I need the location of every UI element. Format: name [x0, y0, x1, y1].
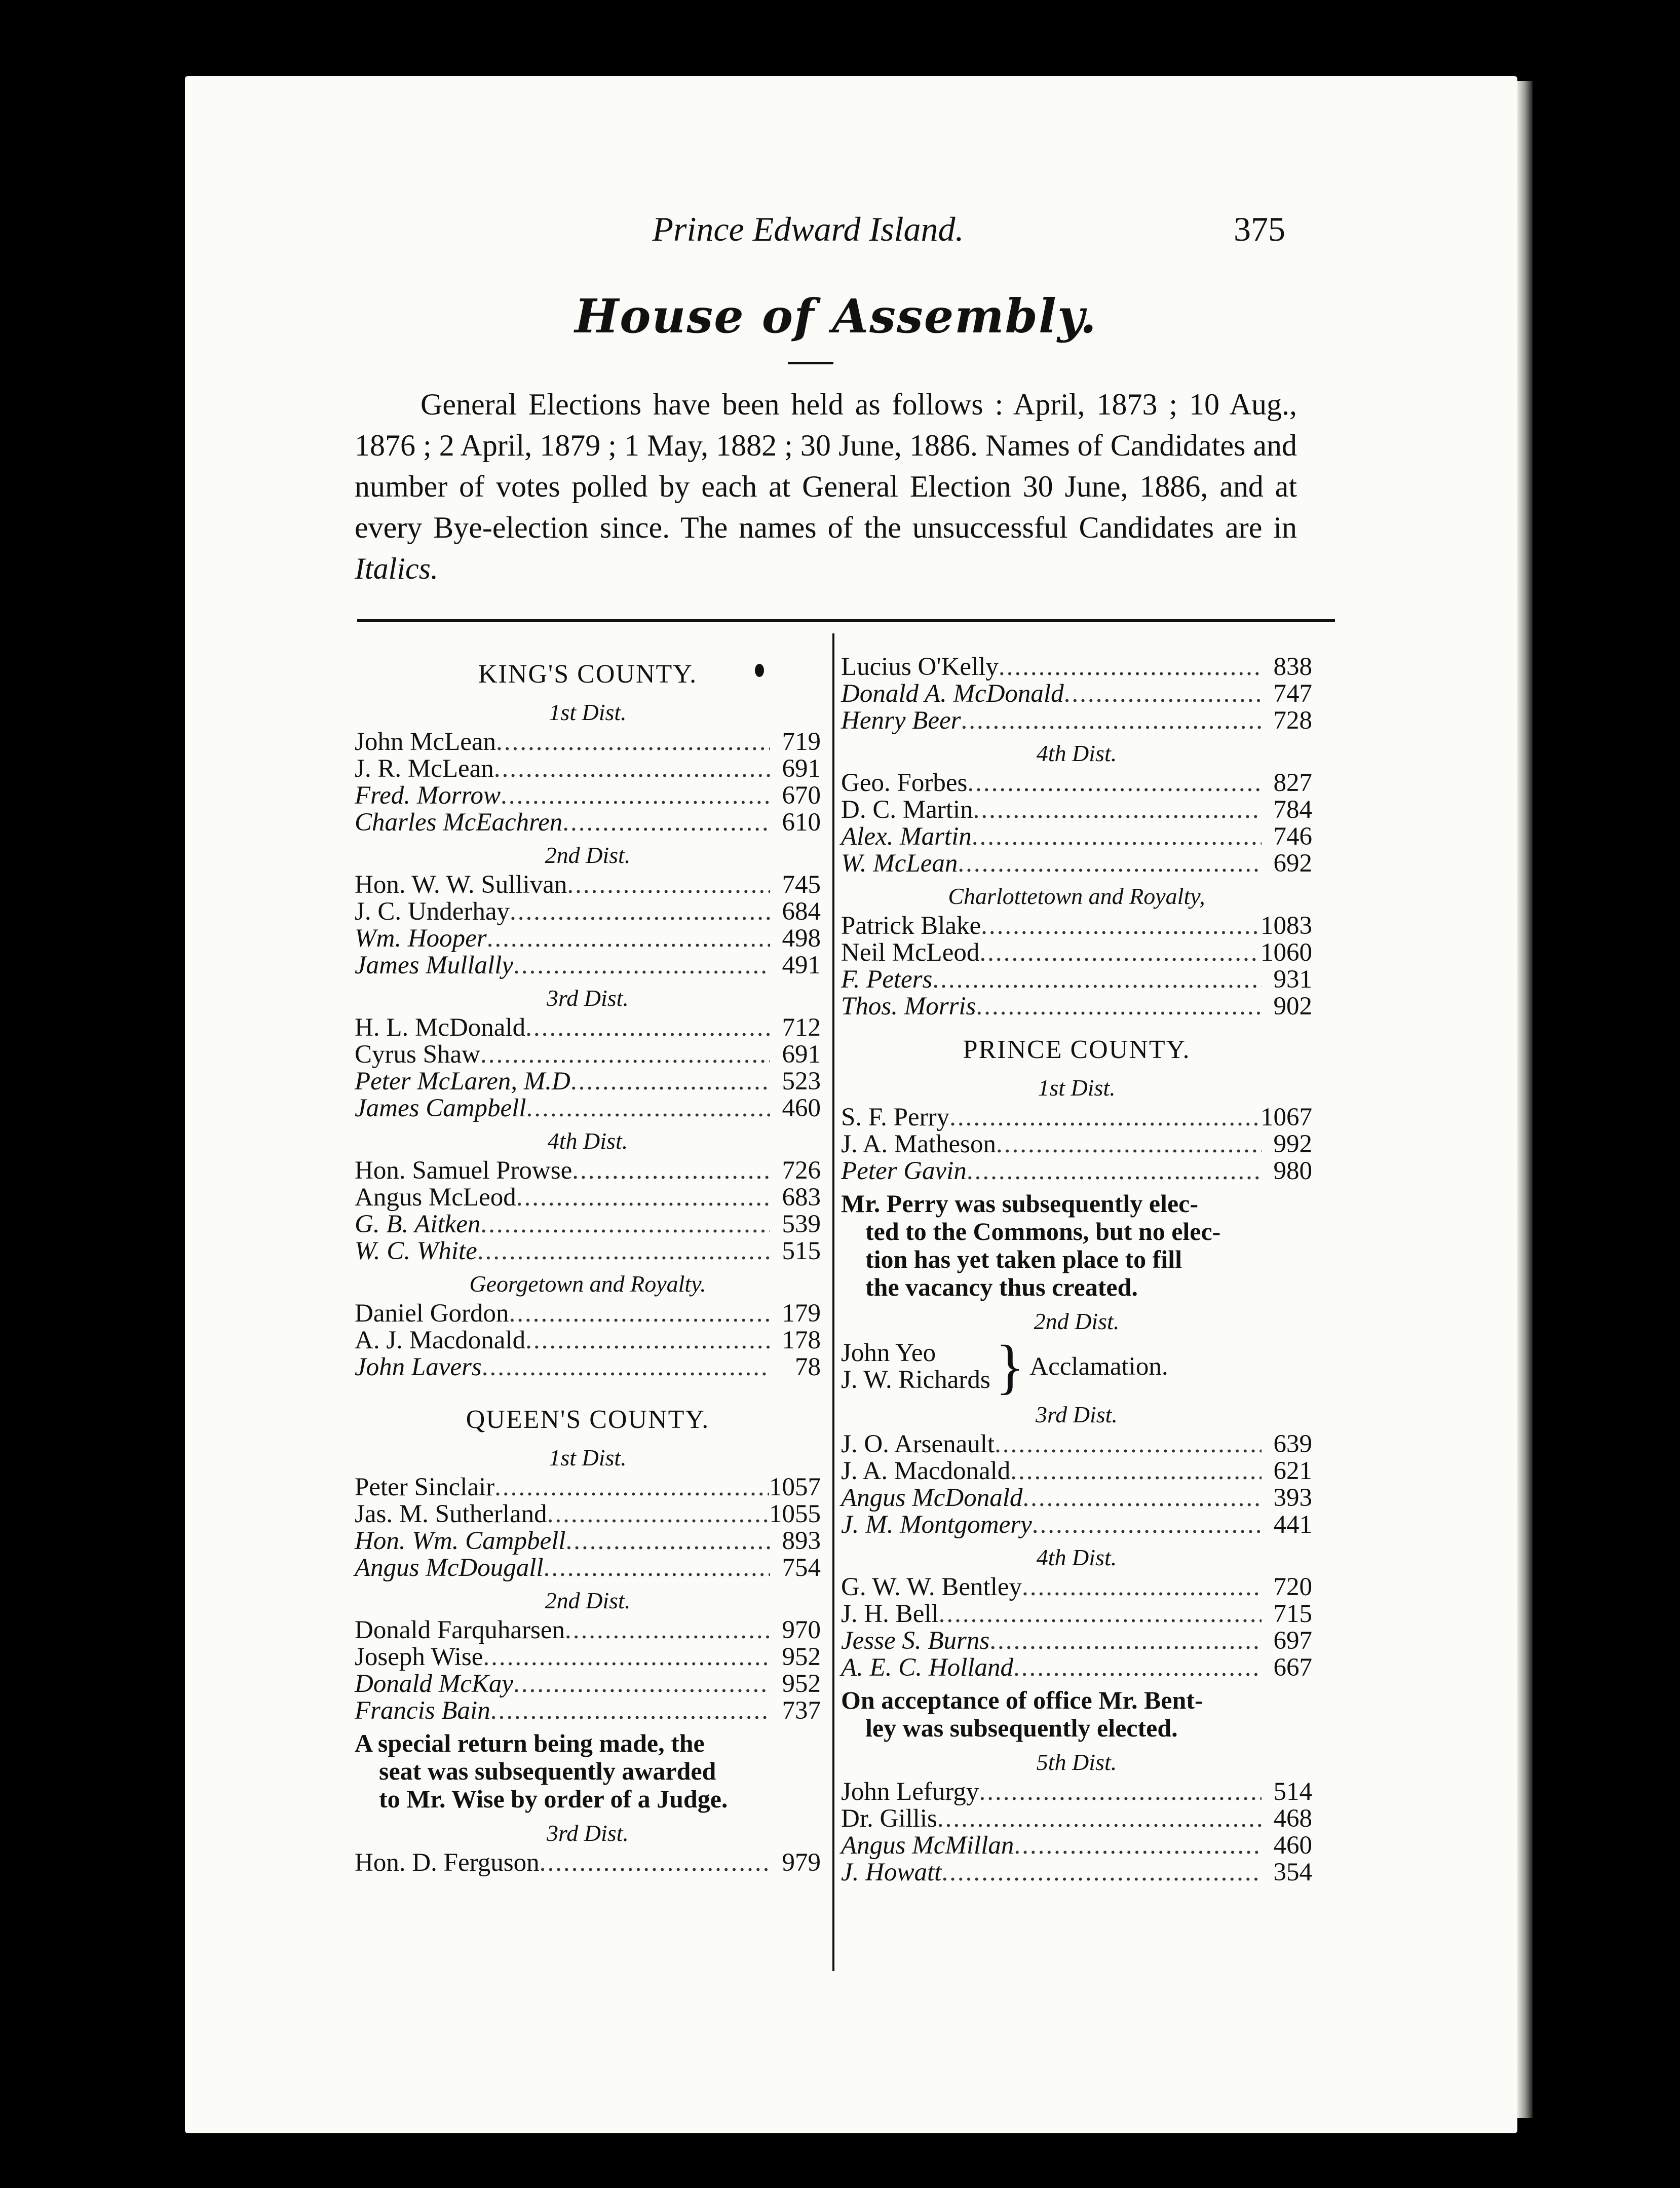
county-heading-kings: KING'S COUNTY. [478, 660, 698, 689]
district-note [841, 1190, 1312, 1301]
vote-count: 838 [1273, 653, 1312, 681]
candidate-row [355, 898, 821, 925]
vote-count: 931 [1273, 965, 1312, 994]
vote-count: 1083 [1261, 912, 1312, 940]
vote-count: 728 [1273, 706, 1312, 735]
candidate-row-unsuccessful [355, 782, 821, 809]
candidate-name: J. A. Macdonald [841, 1457, 1011, 1485]
dot-leader [562, 809, 770, 836]
vote-count: 992 [1273, 1130, 1312, 1158]
candidate-name: James Campbell [355, 1094, 526, 1122]
page-title: House of Assembly. [575, 289, 1097, 344]
note-line: On acceptance of office Mr. Bent- [841, 1686, 1203, 1714]
candidate-row-unsuccessful [841, 1158, 1312, 1185]
candidate-row-unsuccessful [841, 1654, 1312, 1681]
district-heading: 5th Dist. [1036, 1749, 1117, 1775]
running-title: Prince Edward Island. [652, 210, 964, 248]
candidate-name: G. W. W. Bentley [841, 1573, 1022, 1601]
candidate-name: Geo. Forbes [841, 769, 968, 797]
district-heading: 4th Dist. [1036, 740, 1117, 766]
candidate-row [841, 1431, 1312, 1458]
dot-leader [1010, 1458, 1262, 1485]
dot-leader [526, 1095, 770, 1122]
county-heading-queens: QUEEN'S COUNTY. [466, 1405, 710, 1434]
candidate-name: Jesse S. Burns [841, 1627, 990, 1655]
vote-count: 784 [1273, 796, 1312, 824]
candidate-row-unsuccessful [355, 1068, 821, 1095]
dot-leader [967, 1158, 1262, 1185]
vote-count: 691 [782, 1040, 821, 1069]
dot-leader [981, 913, 1261, 939]
vote-count: 523 [782, 1067, 821, 1096]
candidate-name: W. C. White [355, 1237, 477, 1265]
dot-leader [540, 1850, 770, 1876]
vote-count: 726 [782, 1156, 821, 1185]
candidate-name: J. O. Arsenault [841, 1430, 995, 1458]
dot-leader [1032, 1512, 1262, 1538]
dot-leader [480, 1041, 770, 1068]
dot-leader [995, 1431, 1262, 1458]
column-divider [832, 633, 834, 1971]
acclamation-block [841, 1333, 1312, 1400]
candidate-name: Wm. Hooper [355, 924, 487, 953]
candidate-name: James Mullally [355, 951, 513, 979]
district-heading: 3rd Dist. [547, 1820, 629, 1846]
vote-count: 970 [782, 1616, 821, 1644]
vote-count: 78 [795, 1353, 821, 1381]
dot-leader [487, 925, 770, 952]
candidate-row [355, 1501, 821, 1528]
candidate-row-unsuccessful [355, 1555, 821, 1581]
candidate-name: John McLean [355, 728, 497, 756]
candidate-name: S. F. Perry [841, 1103, 950, 1131]
candidate-row [355, 1157, 821, 1184]
district-heading: 3rd Dist. [547, 985, 629, 1011]
candidate-row [841, 1131, 1312, 1158]
dot-leader [570, 1068, 770, 1095]
vote-count: 719 [782, 728, 821, 756]
dot-leader [932, 966, 1262, 993]
candidate-name: J. C. Underhay [355, 897, 510, 926]
vote-count: 179 [782, 1299, 821, 1328]
candidate-name: Angus McLeod [355, 1183, 516, 1212]
vote-count: 746 [1273, 822, 1312, 851]
candidate-name: Joseph Wise [355, 1643, 483, 1671]
candidate-name: Francis Bain [355, 1696, 490, 1725]
candidate-name: Dr. Gillis [841, 1804, 937, 1833]
candidate-row [841, 1458, 1312, 1485]
candidate-name: Henry Beer [841, 706, 961, 735]
dot-leader [494, 1474, 769, 1501]
dot-leader [477, 1238, 770, 1265]
vote-count: 952 [782, 1643, 821, 1671]
dot-leader [976, 993, 1262, 1020]
candidate-name: D. C. Martin [841, 796, 973, 824]
dot-leader [937, 1805, 1262, 1832]
candidate-name: Daniel Gordon [355, 1299, 509, 1328]
vote-count: 902 [1273, 992, 1312, 1021]
district-heading: 1st Dist. [549, 1445, 627, 1470]
vote-count: 893 [782, 1527, 821, 1555]
candidate-name: J. A. Matheson [841, 1130, 996, 1158]
candidate-row-unsuccessful [355, 1354, 821, 1381]
candidate-name: Peter Gavin [841, 1157, 967, 1185]
note-line: the vacancy thus created. [865, 1273, 1138, 1301]
vote-count: 691 [782, 755, 821, 783]
dot-leader [525, 1327, 770, 1354]
candidate-row [355, 1644, 821, 1671]
candidate-name: Cyrus Shaw [355, 1040, 480, 1069]
candidate-row [355, 1300, 821, 1327]
left-column [355, 645, 821, 1876]
dot-leader [516, 1184, 770, 1211]
candidate-name: G. B. Aitken [355, 1210, 481, 1238]
dot-leader [989, 1628, 1262, 1654]
acclamation-result: Acclamation. [1029, 1352, 1168, 1381]
candidate-name: Peter Sinclair [355, 1473, 495, 1501]
dot-leader [1022, 1574, 1262, 1601]
candidate-name: Hon. W. W. Sullivan [355, 871, 567, 899]
vote-count: 827 [1273, 769, 1312, 797]
vote-count: 354 [1273, 1858, 1312, 1887]
candidate-name: John Yeo [841, 1339, 936, 1367]
vote-count: 692 [1273, 849, 1312, 878]
candidate-row [841, 1574, 1312, 1601]
candidate-row [355, 872, 821, 898]
candidate-name: Jas. M. Sutherland [355, 1500, 547, 1528]
candidate-row [355, 1041, 821, 1068]
district-heading: 2nd Dist. [1034, 1308, 1120, 1334]
vote-count: 460 [782, 1094, 821, 1122]
dot-leader [547, 1501, 769, 1528]
county-heading-prince: PRINCE COUNTY. [963, 1035, 1191, 1064]
vote-count: 1057 [769, 1473, 821, 1501]
district-note [841, 1686, 1312, 1742]
candidate-name: Hon. D. Ferguson [355, 1849, 540, 1877]
candidate-name: Hon. Samuel Prowse [355, 1156, 572, 1185]
dot-leader [510, 898, 770, 925]
vote-count: 539 [782, 1210, 821, 1238]
dot-leader [999, 654, 1262, 681]
vote-count: 715 [1273, 1600, 1312, 1628]
candidate-row-unsuccessful [355, 1095, 821, 1122]
candidate-row [355, 1850, 821, 1876]
candidate-name: Lucius O'Kelly [841, 653, 999, 681]
vote-count: 1060 [1261, 938, 1312, 967]
dot-leader [996, 1131, 1262, 1158]
district-note [355, 1729, 821, 1813]
title-rule [788, 362, 833, 364]
candidate-row-unsuccessful [355, 809, 821, 836]
district-heading: Georgetown and Royalty. [469, 1271, 706, 1297]
dot-leader [480, 1211, 770, 1238]
candidate-row-unsuccessful [841, 1628, 1312, 1654]
candidate-row-unsuccessful [841, 707, 1312, 734]
candidate-row-unsuccessful [355, 1671, 821, 1697]
candidate-row-unsuccessful [841, 1859, 1312, 1886]
candidate-name: Neil McLeod [841, 938, 980, 967]
candidate-name: Angus McMillan [841, 1831, 1014, 1860]
dot-leader [973, 797, 1262, 823]
candidate-row [841, 1601, 1312, 1628]
candidate-name: Hon. Wm. Campbell [355, 1527, 566, 1555]
candidate-name: Peter McLaren, M.D [355, 1067, 570, 1096]
page-number: 375 [1234, 210, 1285, 248]
vote-count: 720 [1273, 1573, 1312, 1601]
candidate-row-unsuccessful [841, 681, 1312, 707]
vote-count: 610 [782, 808, 821, 837]
candidate-row [355, 1014, 821, 1041]
candidate-row [355, 729, 821, 756]
candidate-name: H. L. McDonald [355, 1013, 526, 1042]
dot-leader [483, 1644, 770, 1671]
dot-leader [1064, 681, 1262, 707]
candidate-row-unsuccessful [355, 1211, 821, 1238]
note-line: tion has yet taken place to fill [865, 1245, 1182, 1273]
candidate-name: W. McLean [841, 849, 958, 878]
dot-leader [939, 1601, 1262, 1628]
district-heading: Charlottetown and Royalty, [948, 883, 1205, 909]
candidate-name: A. E. C. Holland [841, 1653, 1013, 1682]
vote-count: 441 [1273, 1511, 1312, 1539]
candidate-row [841, 1779, 1312, 1805]
candidate-name: J. W. Richards [841, 1366, 990, 1394]
candidate-row-unsuccessful [841, 1832, 1312, 1859]
dot-leader [958, 850, 1262, 877]
candidate-name: Angus McDonald [841, 1484, 1023, 1512]
candidate-name: Donald A. McDonald [841, 680, 1064, 708]
note-line: Mr. Perry was subsequently elec- [841, 1189, 1198, 1218]
candidate-row-unsuccessful [841, 823, 1312, 850]
dot-leader [961, 707, 1262, 734]
vote-count: 747 [1273, 680, 1312, 708]
vote-count: 515 [782, 1237, 821, 1265]
dot-leader [949, 1104, 1261, 1131]
dot-leader [972, 823, 1262, 850]
vote-count: 1055 [769, 1500, 821, 1528]
dot-leader [544, 1555, 770, 1581]
candidate-row [355, 1327, 821, 1354]
intro-paragraph [355, 384, 1297, 589]
dot-leader [494, 756, 770, 782]
district-heading: 2nd Dist. [545, 1588, 631, 1613]
vote-count: 754 [782, 1554, 821, 1582]
vote-count: 514 [1273, 1778, 1312, 1806]
vote-count: 684 [782, 897, 821, 926]
vote-count: 621 [1273, 1457, 1312, 1485]
candidate-name: J. H. Bell [841, 1600, 939, 1628]
candidate-name: Donald Farquharsen [355, 1616, 565, 1644]
dot-leader [496, 729, 770, 756]
note-line: to Mr. Wise by order of a Judge. [379, 1785, 728, 1813]
vote-count: 670 [782, 781, 821, 810]
right-column [841, 654, 1312, 1886]
candidate-row [355, 1474, 821, 1501]
district-heading: 1st Dist. [1038, 1075, 1116, 1101]
dot-leader [979, 939, 1261, 966]
vote-count: 491 [782, 951, 821, 979]
candidate-row-unsuccessful [841, 850, 1312, 877]
candidate-name: J. M. Montgomery [841, 1511, 1032, 1539]
acclamation-names [841, 1340, 990, 1393]
candidate-row [355, 756, 821, 782]
vote-count: 697 [1273, 1627, 1312, 1655]
vote-count: 683 [782, 1183, 821, 1212]
vote-count: 1067 [1261, 1103, 1312, 1131]
dot-leader [525, 1014, 770, 1041]
candidate-name: J. Howatt [841, 1858, 942, 1887]
district-heading: 2nd Dist. [545, 842, 631, 868]
candidate-row [841, 1104, 1312, 1131]
vote-count: 980 [1273, 1157, 1312, 1185]
candidate-name: Donald McKay [355, 1670, 514, 1698]
candidate-row [841, 797, 1312, 823]
vote-count: 393 [1273, 1484, 1312, 1512]
intro-italics-word: Italics. [355, 552, 438, 585]
vote-count: 178 [782, 1326, 821, 1354]
note-line: ley was subsequently elected. [865, 1714, 1178, 1742]
dot-leader [513, 952, 770, 979]
candidate-row [841, 1805, 1312, 1832]
dot-leader [1022, 1485, 1262, 1512]
district-heading: 4th Dist. [547, 1128, 628, 1154]
candidate-name: Charles McEachren [355, 808, 563, 837]
vote-count: 979 [782, 1849, 821, 1877]
dot-leader [565, 1617, 770, 1644]
candidate-row-unsuccessful [355, 952, 821, 979]
candidate-name: Patrick Blake [841, 912, 981, 940]
candidate-name: Angus McDougall [355, 1554, 544, 1582]
vote-count: 745 [782, 871, 821, 899]
note-line: seat was subsequently awarded [379, 1757, 716, 1785]
intro-text: General Elections have been held as follows : April, 1873 ; 10 Aug., 1876 ; 2 April, 1879 ; 1 May, 1882 ; 30 June, 1886. Names of Candidates and number of votes polled by each at General Election 30 June, 1886, and at every Bye-election since. The names of the unsuccessful Candidates are in [355, 388, 1297, 544]
dot-leader [513, 1671, 770, 1697]
vote-count: 737 [782, 1696, 821, 1725]
candidate-name: Thos. Morris [841, 992, 976, 1021]
candidate-row [355, 1184, 821, 1211]
vote-count: 712 [782, 1013, 821, 1042]
vote-count: 667 [1273, 1653, 1312, 1682]
candidate-row [841, 654, 1312, 681]
candidate-name: F. Peters [841, 965, 933, 994]
dot-leader [565, 1528, 770, 1555]
dot-leader [567, 872, 770, 898]
district-heading: 4th Dist. [1036, 1544, 1117, 1570]
dot-leader [1013, 1654, 1262, 1681]
candidate-row-unsuccessful [841, 1512, 1312, 1538]
candidate-row [841, 913, 1312, 939]
candidate-row [841, 770, 1312, 797]
vote-count: 639 [1273, 1430, 1312, 1458]
candidate-name: A. J. Macdonald [355, 1326, 526, 1354]
dot-leader [979, 1779, 1262, 1805]
candidate-name: J. R. McLean [355, 755, 494, 783]
note-line: ted to the Commons, but no elec- [865, 1217, 1221, 1246]
candidate-row-unsuccessful [841, 993, 1312, 1020]
note-line: A special return being made, the [355, 1729, 705, 1757]
candidate-name: John Lavers [355, 1353, 482, 1381]
dot-leader [490, 1697, 770, 1724]
dot-leader [482, 1354, 770, 1381]
dot-leader [967, 770, 1262, 797]
district-heading: 1st Dist. [549, 699, 627, 725]
candidate-row-unsuccessful [355, 1528, 821, 1555]
candidate-row-unsuccessful [355, 925, 821, 952]
vote-count: 468 [1273, 1804, 1312, 1833]
dot-leader [1014, 1832, 1262, 1859]
candidate-name: John Lefurgy [841, 1778, 979, 1806]
candidate-row [841, 939, 1312, 966]
book-spine [1517, 81, 1533, 2118]
candidate-row-unsuccessful [841, 1485, 1312, 1512]
vote-count: 498 [782, 924, 821, 953]
candidate-row-unsuccessful [841, 966, 1312, 993]
dot-leader [501, 782, 770, 809]
district-heading: 3rd Dist. [1036, 1402, 1118, 1427]
candidate-row-unsuccessful [355, 1697, 821, 1724]
horizontal-rule [357, 619, 1335, 622]
candidate-row [355, 1617, 821, 1644]
vote-count: 460 [1273, 1831, 1312, 1860]
vote-count: 952 [782, 1670, 821, 1698]
dot-leader [941, 1859, 1262, 1886]
candidate-name: Alex. Martin [841, 822, 972, 851]
dot-leader [509, 1300, 770, 1327]
brace-glyph: } [995, 1333, 1025, 1400]
candidate-name: Fred. Morrow [355, 781, 501, 810]
candidate-row-unsuccessful [355, 1238, 821, 1265]
dot-leader [572, 1157, 770, 1184]
